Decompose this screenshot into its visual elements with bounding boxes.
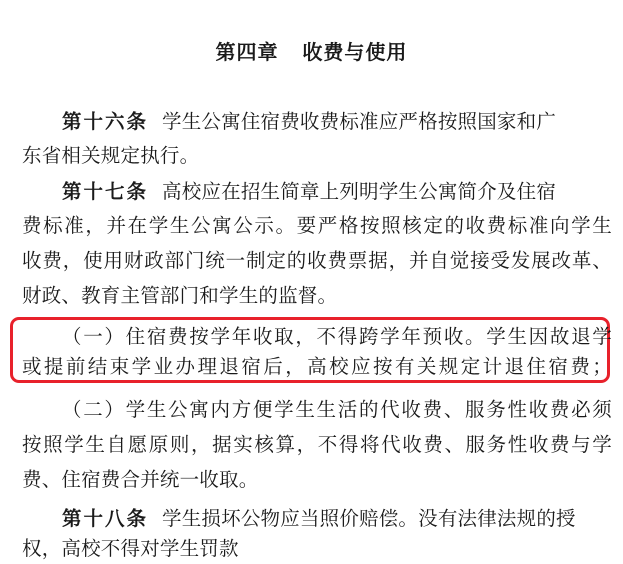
article-16-line-2: 东省相关规定执行。 [22,144,200,167]
item-2-line-1: （二）学生公寓内方便学生生活的代收费、服务性收费必须 [62,398,612,421]
article-16-label: 第十六条 [62,110,149,133]
article-18-text-1: 学生损坏公物应当照价赔偿。没有法律法规的授 [162,507,576,530]
article-17-line-2: 费标准，并在学生公寓公示。要严格按照核定的收费标准向学生 [22,214,612,237]
item-2-line-2: 按照学生自愿原则，据实核算，不得将代收费、服务性收费与学 [22,433,612,456]
article-16-line-1 [62,107,612,137]
article-17-text-1: 高校应在招生简章上列明学生公寓简介及住宿 [162,180,557,203]
article-18-label: 第十八条 [62,507,149,530]
chapter-title: 第四章 收费与使用 [215,40,408,64]
item-1-line-1: （一）住宿费按学年收取，不得跨学年预收。学生因故退学 [62,325,612,348]
article-17-line-3: 收费，使用财政部门统一制定的收费票据，并自觉接受发展改革、 [22,249,612,272]
article-18-line-1 [62,504,612,534]
article-17-line-1 [62,177,612,207]
article-16-text-1: 学生公寓住宿费收费标准应严格按照国家和广 [162,110,557,133]
item-1-line-2: 或提前结束学业办理退宿后，高校应按有关规定计退住宿费； [22,355,612,378]
article-17-line-4: 财政、教育主管部门和学生的监督。 [22,284,338,307]
article-17-label: 第十七条 [62,180,149,203]
item-2-line-3: 费、住宿费合并统一收取。 [22,468,259,491]
article-18-line-2: 权，高校不得对学生罚款 [22,537,239,560]
